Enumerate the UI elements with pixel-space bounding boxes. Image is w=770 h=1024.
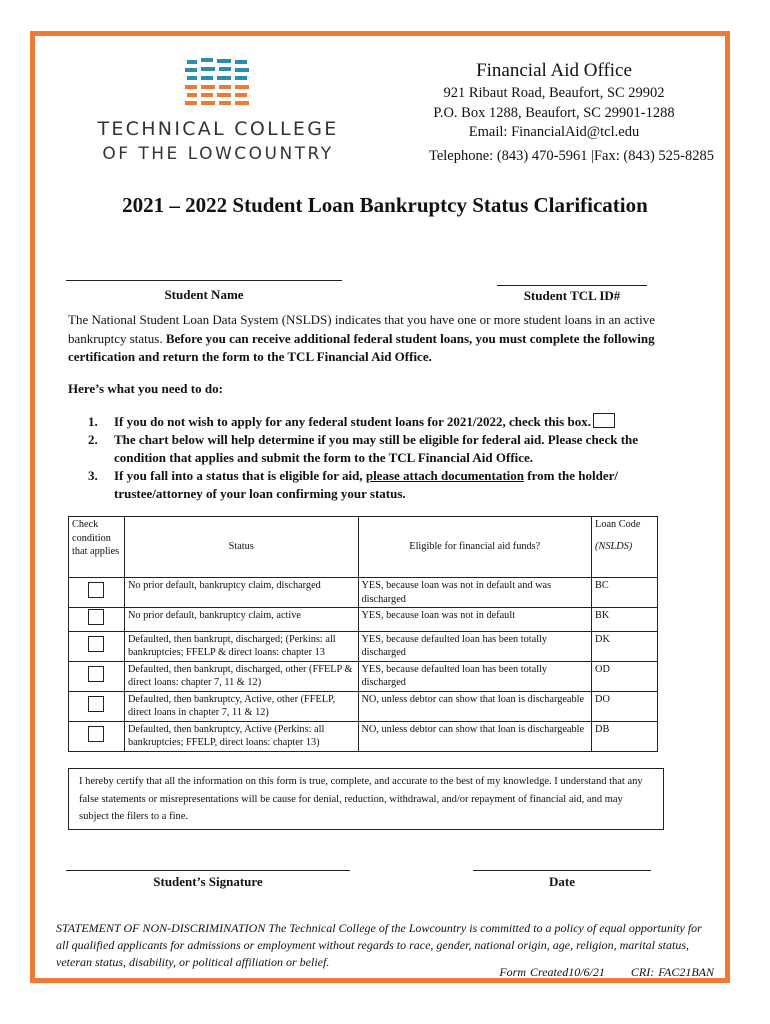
college-name-line2: OF THE LOWCOUNTRY: [102, 144, 334, 164]
student-name-label: Student Name: [164, 287, 244, 302]
address-line2: P.O. Box 1288, Beaufort, SC 29901-1288: [433, 104, 675, 121]
logo-mark-icon: [183, 58, 253, 108]
bankruptcy-status-table: [68, 516, 658, 752]
non-discrimination-statement: STATEMENT OF NON-DISCRIMINATION The Technical College of the Lowcountry is committed to a policy of equal opportunity for all qualified applicants for admissions or employment without regards to race, gender, national origin, age, religion, marital status, veteran status, disability, or political affiliation or belief.: [56, 921, 702, 969]
condition-checkbox-do[interactable]: [88, 696, 104, 712]
intro-text: The National Student Loan Data System (NSLDS) indicates that you have one or more student loans in an active bankruptcy status.: [68, 312, 656, 346]
step-1: 1. If you do not wish to apply for any federal student loans for 2021/2022, check this box.: [88, 413, 688, 431]
office-name: Financial Aid Office: [476, 60, 632, 81]
student-id-label: Student TCL ID#: [523, 288, 621, 303]
step-2-text: The chart below will help determine if you may still be eligible for federal aid. Please check the condition that applies and submit the form to the TCL Financial Aid Office.: [114, 432, 639, 465]
step-2: 2. The chart below will help determine if you may still be eligible for federal aid. Please check the condition that applies and submit the form to the TCL Financial Aid Office.: [88, 432, 639, 465]
condition-checkbox-db[interactable]: [88, 726, 104, 742]
signature-label: Student’s Signature: [153, 874, 263, 889]
condition-checkbox-bc[interactable]: [88, 582, 104, 598]
table-row: Defaulted, then bankrupt, discharged; (Perkins: all bankruptcies; FFELP & direct loans: chapter 13 YES, because defaulted loan has been totally discharged DK: [69, 631, 658, 661]
opt-out-checkbox[interactable]: [593, 413, 615, 428]
table-row: Defaulted, then bankrupt, discharged, other (FFELP & direct loans: chapter 7, 11 & 12) YES, because defaulted loan has been totally discharged OD: [69, 661, 658, 691]
intro-bold-text: Before you can receive additional federal student loans, you must complete the following certification and return the form to the TCL Financial Aid Office.: [68, 330, 655, 364]
address-line1: 921 Ribaut Road, Beaufort, SC 29902: [443, 85, 665, 101]
step-1-text: If you do not wish to apply for any federal student loans for 2021/2022, check this box.: [114, 414, 591, 429]
date-label: Date: [549, 874, 575, 889]
page-border: [30, 31, 730, 983]
date-line[interactable]: [473, 870, 651, 871]
step-3: 3. If you fall into a status that is eligible for aid, please attach documentation from the holder/ trustee/attorney of your loan confirming your status.: [88, 468, 619, 501]
college-logo: [88, 58, 348, 168]
college-name-line1: TECHNICAL COLLEGE: [97, 118, 339, 140]
condition-checkbox-bk[interactable]: [88, 609, 104, 625]
form-cri: CRI: FAC21BAN: [630, 965, 714, 979]
table-row: Defaulted, then bankruptcy, Active (Perkins: all bankruptcies; FFELP, direct loans: chapter 13) NO, unless debtor can show that loan is dischargeable DB: [69, 721, 658, 751]
header-check: Check condition that applies: [69, 517, 125, 578]
table-header-row: [69, 517, 658, 578]
condition-checkbox-dk[interactable]: [88, 636, 104, 652]
form-title: 2021 – 2022 Student Loan Bankruptcy Status Clarification: [122, 193, 648, 217]
documentation-emphasis: please attach documentation: [365, 468, 525, 483]
intro-paragraph: [68, 311, 704, 367]
table-row: No prior default, bankruptcy claim, discharged YES, because loan was not in default and was discharged BC: [69, 578, 658, 608]
email-line: Email: FinancialAid@tcl.edu: [468, 124, 640, 140]
header-code: Loan Code (NSLDS): [592, 517, 658, 578]
instruction-steps: [88, 413, 688, 503]
instructions-heading: Here’s what you need to do:: [68, 381, 223, 396]
certification-box: I hereby certify that all the information on this form is true, complete, and accurate to the best of my knowledge. I understand that any false statements or misrepresentations will be cause for denial, reduction, withdrawal, and/or repayment of financial aid, and may subject the filers to a fine.: [68, 768, 664, 830]
office-contact: [394, 58, 714, 164]
table-row: Defaulted, then bankruptcy, Active, other (FFELP, direct loans in chapter 7, 11 & 12) NO, unless debtor can show that loan is dischargeable DO: [69, 691, 658, 721]
telephone-line: Telephone: (843) 470-5961 |Fax: (843) 525-8285: [429, 148, 714, 164]
table-row: No prior default, bankruptcy claim, active YES, because loan was not in default BK: [69, 608, 658, 632]
header-status: Status: [124, 517, 358, 578]
student-id-line[interactable]: [497, 285, 647, 286]
condition-checkbox-od[interactable]: [88, 666, 104, 682]
form-footer: [499, 965, 714, 980]
signature-line[interactable]: [66, 870, 350, 871]
header-eligible: Eligible for financial aid funds?: [358, 517, 592, 578]
student-name-line[interactable]: [66, 280, 342, 281]
form-created: Form Created10/6/21: [499, 965, 605, 979]
